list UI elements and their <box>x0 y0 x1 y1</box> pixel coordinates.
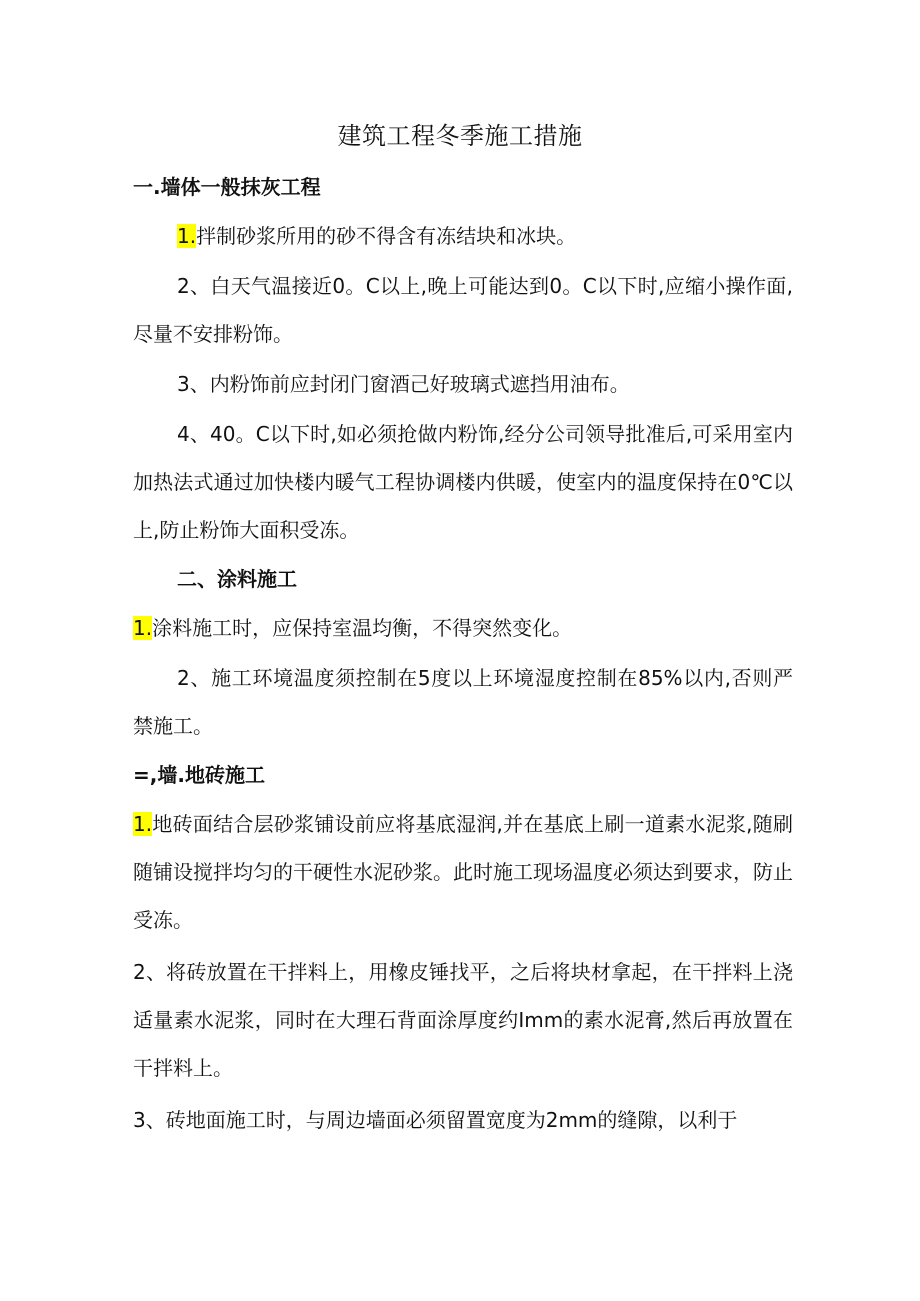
document-title: 建筑工程冬季施工措施 <box>337 122 583 150</box>
section-heading-2: 二、涂料施工 <box>177 567 297 591</box>
section-heading-3: =,墙.地砖施工 <box>133 763 265 787</box>
paragraph-2-1 <box>133 604 793 652</box>
paragraph-text: 拌制砂浆所用的砂不得含有冻结块和冰块。 <box>196 224 577 248</box>
list-number-highlight: 1. <box>177 224 197 248</box>
section-heading-1: 一.墙体一般抹灰工程 <box>133 175 321 199</box>
paragraph-2-2: 2、施工环境温度须控制在5度以上环境湿度控制在85%以内,否则严禁施工。 <box>133 666 793 738</box>
paragraph-1-3: 3、内粉饰前应封闭门窗酒己好玻璃式遮挡用油布。 <box>177 372 630 396</box>
paragraph-1-1 <box>177 212 793 260</box>
paragraph-1-4: 4、40。C以下时,如必须抢做内粉饰,经分公司领导批准后,可采用室内加热法式通过加快楼内暖气工程协调楼内供暖，使室内的温度保持在0℃以上,防止粉饰大面积受冻。 <box>133 422 793 542</box>
paragraph-1-2: 2、白天气温接近0。C以上,晚上可能达到0。C以下时,应缩小操作面,尽量不安排粉饰。 <box>133 274 793 346</box>
paragraph-text: 涂料施工时，应保持室温均衡，不得突然变化。 <box>152 616 573 640</box>
paragraph-3-3: 3、砖地面施工时，与周边墙面必须留置宽度为2mm的缝隙，以利于 <box>133 1108 738 1132</box>
list-number-highlight: 1. <box>133 616 153 640</box>
list-number-highlight: 1. <box>133 812 153 836</box>
paragraph-3-1 <box>133 800 793 944</box>
paragraph-text: 地砖面结合层砂浆铺设前应将基底湿润,并在基底上刷一道素水泥浆,随刷随铺设搅拌均匀的干硬性水泥砂浆。此时施工现场温度必须达到要求，防止受冻。 <box>133 812 793 932</box>
paragraph-3-2: 2、将砖放置在干拌料上，用橡皮锤找平，之后将块材拿起，在干拌料上浇适量素水泥浆，同时在大理石背面涂厚度约Imm的素水泥膏,然后再放置在干拌料上。 <box>133 960 793 1080</box>
